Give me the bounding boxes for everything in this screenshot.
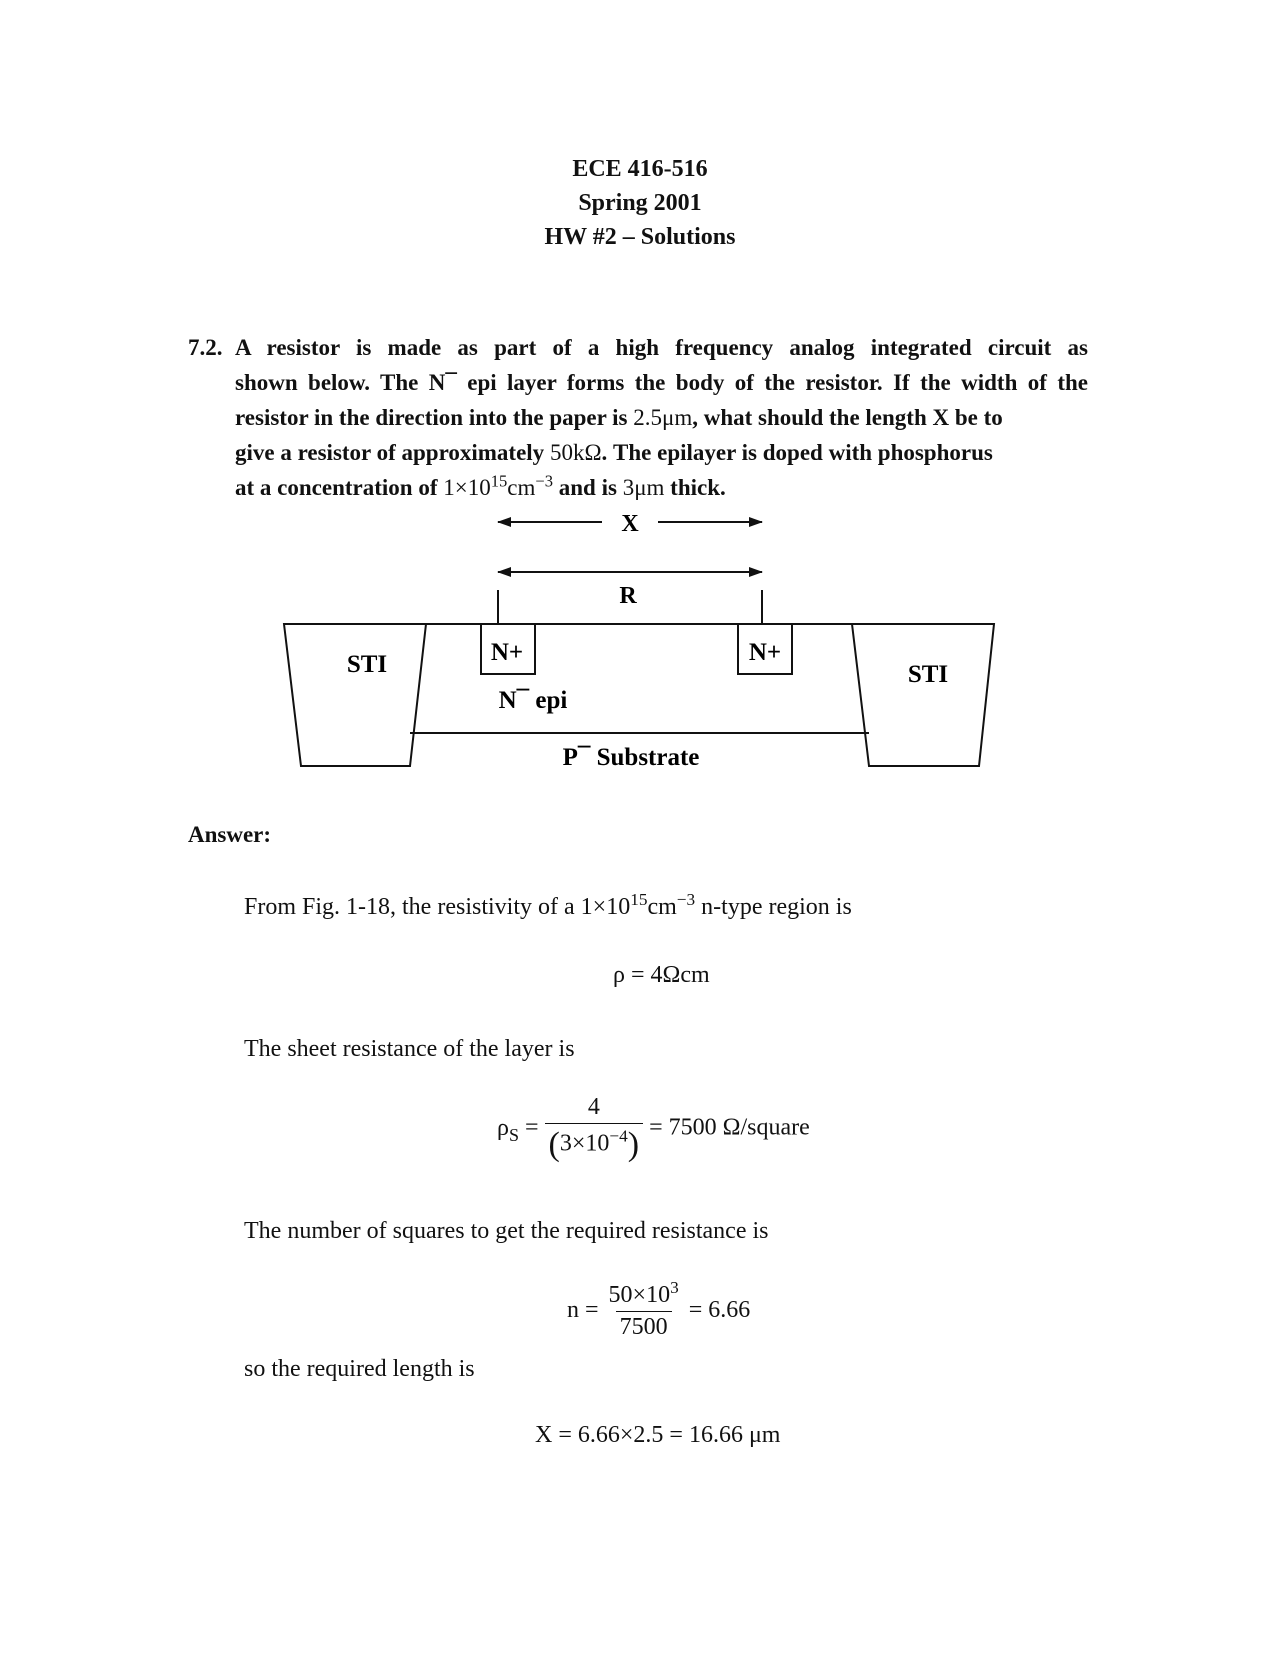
width-value: 2.5μm [633,405,693,430]
problem-line-2 [188,365,1088,400]
problem-line-1-text: A resistor is made as part of a high frequency analog integrated circuit as [235,335,1088,360]
nplus-right-label: N+ [748,639,782,666]
problem-number: 7.2. [188,335,223,360]
thickness-value: 3μm [622,475,665,500]
rhos-denominator: $(3\times 10^{-4})$ [545,1123,644,1164]
problem-line-3b: , what should the length X be to [692,405,1003,430]
course-title: ECE 416-516 [572,156,708,182]
resistor-cross-section-diagram [0,490,1280,790]
concentration-unit-exponent: −3 [535,471,553,491]
epi-layer-label: N¯ epi [498,687,568,714]
problem-line-5b: and is [558,475,617,500]
sti-right-label: STI [907,661,949,688]
nplus-left-label: N+ [490,639,524,666]
squares-equation [567,1278,751,1341]
length-text: so the required length is [244,1356,475,1382]
sti-left-trench [284,624,426,766]
rhos-subscript: S [508,1124,519,1145]
rhos-den-exponent: −4 [609,1126,628,1146]
intro-conc-base: 1×10 [580,894,631,920]
intro-conc-unit-exponent: −3 [676,890,696,909]
n-num-exponent: 3 [670,1278,679,1297]
sti-right-trench [852,624,994,766]
sti-left-label: STI [346,651,388,678]
sheet-resistance-text: The sheet resistance of the layer is [244,1036,575,1062]
concentration-exponent: 15 [490,471,508,491]
n-lhs: n = [567,1297,599,1324]
final-length-equation: X = 6.66×2.5 = 16.66 μm [535,1422,781,1448]
rhos-result: = 7500 Ω/square [649,1114,810,1141]
x-dimension-label: X [621,511,639,537]
n-denominator: 7500 [616,1311,672,1341]
resistivity-equation: ρ = 4Ωcm [613,962,710,988]
rhos-den-base: 3×10 [559,1130,610,1157]
n-numerator [605,1278,683,1311]
rhos-equals: = [525,1114,539,1141]
problem-line-5a: at a concentration of [235,475,438,500]
problem-statement [188,330,1088,505]
resistance-value: 50kΩ [549,440,602,465]
substrate-label: P¯ Substrate [562,744,700,771]
n-num-base: 50×10 [608,1282,671,1308]
rhos-numerator: 4 [587,1094,600,1120]
rhos-rho: ρ [497,1114,509,1141]
term-title: Spring 2001 [578,190,702,216]
intro-conc-exponent: 15 [630,890,648,909]
problem-line-1 [188,330,1088,365]
sheet-resistance-equation [497,1094,810,1164]
problem-line-2-text: shown below. The N¯ epi layer forms the body of the resistor. If the width of the [235,370,1088,395]
resistivity-intro-concentration [580,890,696,920]
problem-line-5c: thick. [670,475,726,500]
n-fraction [605,1278,683,1341]
resistivity-intro-a: From Fig. 1-18, the resistivity of a [244,894,575,920]
assignment-title: HW #2 – Solutions [544,224,736,250]
concentration-unit: cm [507,475,536,500]
resistivity-intro [244,890,852,921]
problem-line-3a: resistor in the direction into the paper is [235,405,628,430]
squares-text: The number of squares to get the required resistance is [244,1218,769,1244]
answer-label: Answer: [188,822,272,847]
problem-line-3 [188,400,1088,435]
intro-conc-unit: cm [647,894,677,920]
resistivity-intro-b: n-type region is [701,894,852,920]
problem-line-4b: . The epilayer is doped with phosphorus [601,440,993,465]
concentration-base: 1×10 [443,475,491,500]
r-dimension-label: R [619,583,637,609]
n-result: = 6.66 [688,1297,751,1324]
rhos-fraction [545,1094,644,1164]
problem-line-4 [188,435,1088,470]
problem-line-4a: give a resistor of approximately [235,440,545,465]
rhos-symbol [497,1114,519,1145]
